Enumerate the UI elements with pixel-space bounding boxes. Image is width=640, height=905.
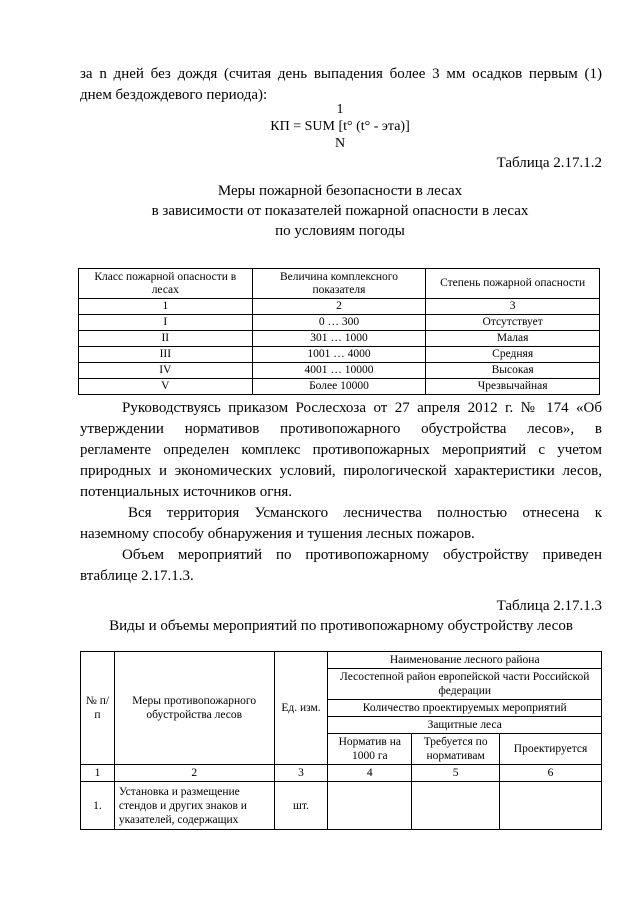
header-unit: Ед. изм. [274, 652, 328, 765]
row1-num: 1. [81, 782, 115, 830]
table1-cell: V [79, 379, 253, 395]
table1-cell: Малая [426, 331, 600, 347]
table-row [79, 331, 600, 347]
table-row [79, 379, 600, 395]
table2-colnum: 1 [81, 765, 115, 782]
table1-cell: IV [79, 363, 253, 379]
table1-title-line1: Меры пожарной безопасности в лесах [217, 183, 463, 199]
table2-colnum: 3 [274, 765, 328, 782]
row1-norm [328, 782, 412, 830]
table-row [81, 782, 602, 830]
table1-cell: III [79, 347, 253, 363]
table2-colnum: 4 [328, 765, 412, 782]
paragraph1-line2: утверждении нормативов противопожарного обустройства лесов», в [80, 421, 602, 437]
table2-title: Виды и объемы мероприятий по противопожарному обустройству лесов [109, 618, 573, 634]
table1-cell: Высокая [426, 363, 600, 379]
table1-cell: Чрезвычайная [426, 379, 600, 395]
table1-cell: 4001 … 10000 [252, 363, 426, 379]
table2-colnum: 2 [114, 765, 274, 782]
table2-label: Таблица 2.17.1.3 [496, 598, 602, 614]
table1-cell: Средняя [426, 347, 600, 363]
table1-colnum: 1 [79, 299, 253, 315]
paragraph1-line1: Руководствуясь приказом Рослесхоза от 27 апреля 2012 г. № 174 «Об [122, 400, 602, 416]
table1-cell: 0 … 300 [252, 315, 426, 331]
table1-title-line2: в зависимости от показателей пожарной опасности в лесах [151, 203, 529, 219]
formula-denominator: N [334, 136, 346, 151]
table-row [79, 347, 600, 363]
table1-cell: II [79, 331, 253, 347]
row1-required [412, 782, 500, 830]
table1-cell: Отсутствует [426, 315, 600, 331]
paragraph3-line1: Объем мероприятий по противопожарному обустройству приведен [122, 547, 602, 563]
header-district: Наименование лесного района [328, 652, 602, 669]
table1-header-value: Величина комплексного показателя [252, 269, 426, 299]
paragraph1-line3: регламенте определен комплекс противопожарных мероприятий с учетом [80, 442, 602, 458]
table1-label: Таблица 2.17.1.2 [496, 155, 602, 171]
table1-cell: 301 … 1000 [252, 331, 426, 347]
table1-colnum: 3 [426, 299, 600, 315]
header-count: Количество проектируемых мероприятий [328, 700, 602, 717]
table1-cell: 1001 … 4000 [252, 347, 426, 363]
table1-cell: I [79, 315, 253, 331]
table1-header-degree: Степень пожарной опасности [426, 269, 600, 299]
header-measures: Меры противопожарного обустройства лесов [114, 652, 274, 765]
table2-colnum: 6 [500, 765, 602, 782]
fire-measures-table [80, 651, 602, 830]
intro-line-2: днем бездождевого периода): [80, 87, 268, 103]
header-projected: Проектируется [500, 734, 602, 765]
table-row [79, 363, 600, 379]
header-required: Требуется по нормативам [412, 734, 500, 765]
row1-unit: шт. [274, 782, 328, 830]
header-region: Лесостепной район европейской части Российской федерации [328, 669, 602, 700]
formula-expression: КП = SUM [t° (t° - эта)] [270, 119, 410, 134]
table-row [79, 315, 600, 331]
table1-colnum: 2 [252, 299, 426, 315]
header-num: № п/п [81, 652, 115, 765]
fire-danger-table [78, 268, 600, 395]
header-norm: Норматив на 1000 га [328, 734, 412, 765]
paragraph1-line5: потенциальных источников огня. [80, 484, 293, 500]
table2-colnum: 5 [412, 765, 500, 782]
table1-header-class: Класс пожарной опасности в лесах [79, 269, 253, 299]
header-forest: Защитные леса [328, 717, 602, 734]
row1-measure: Установка и размещение стендов и других знаков и указателей, содержащих [114, 782, 274, 830]
paragraph2-line1: Вся территория Усманского лесничества полностью отнесена к [128, 505, 602, 521]
table1-title-line3: по условиям погоды [275, 223, 405, 239]
paragraph2-line2: наземному способу обнаружения и тушения лесных пожаров. [80, 526, 475, 542]
paragraph3-line2: втаблице 2.17.1.3. [80, 568, 194, 584]
paragraph1-line4: природных и экономических условий, пирологической характеристики лесов, [80, 463, 602, 479]
row1-projected [500, 782, 602, 830]
table1-cell: Более 10000 [252, 379, 426, 395]
formula-numerator: 1 [336, 102, 344, 117]
intro-line-1: за n дней без дождя (считая день выпадения более 3 мм осадков первым (1) [80, 66, 602, 82]
